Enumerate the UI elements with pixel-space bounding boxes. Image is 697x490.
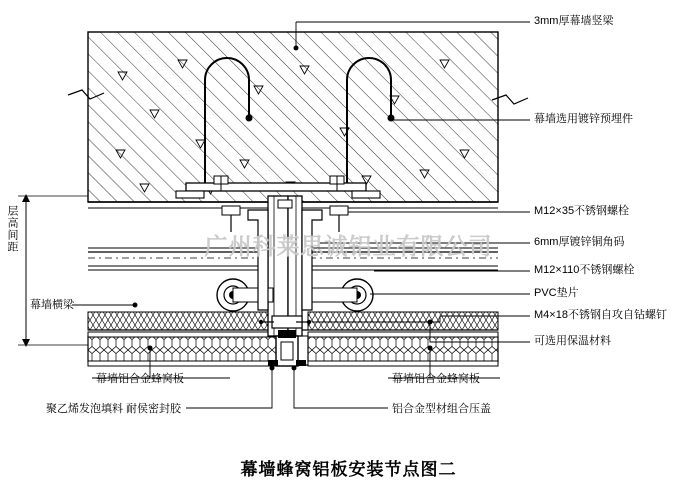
dimension-line-floor-height [18,194,88,347]
label-insulation-material: 可选用保温材料 [534,335,611,347]
company-watermark: 广州科莱思诚铝业有限公司 [204,233,493,259]
bolt-connector-right [302,279,373,311]
label-angle-cleat-6mm: 6mm厚镀锌铜角码 [534,236,625,248]
leader-transom [72,303,138,308]
label-mullion-3mm: 3mm厚幕墙竖梁 [534,15,614,27]
label-aluminum-cover-profile: 铝合金型材组合压盖 [392,403,491,415]
label-screw-m4x18: M4×18不锈钢自攻自钻螺钉 [534,309,667,321]
label-galvanized-embedded-part: 幕墙选用镀锌预埋件 [534,113,633,125]
label-floor-height-spacing: 层高间距 [6,205,18,253]
drawing-title: 幕墙蜂窝铝板安装节点图二 [240,460,457,479]
concrete-slab [68,32,528,202]
label-bolt-m12x35: M12×35不锈钢螺栓 [534,205,630,217]
label-transom: 幕墙横梁 [30,299,74,311]
label-bolt-m12x110: M12×110不锈钢螺栓 [534,264,635,276]
label-pvc-washer: PVC垫片 [534,287,579,299]
label-honeycomb-panel-right: 幕墙铝合金蜂窝板 [392,373,480,385]
label-honeycomb-panel-left: 幕墙铝合金蜂窝板 [96,373,184,385]
label-foam-filler-sealant: 聚乙烯发泡填料 耐侯密封胶 [46,403,182,415]
